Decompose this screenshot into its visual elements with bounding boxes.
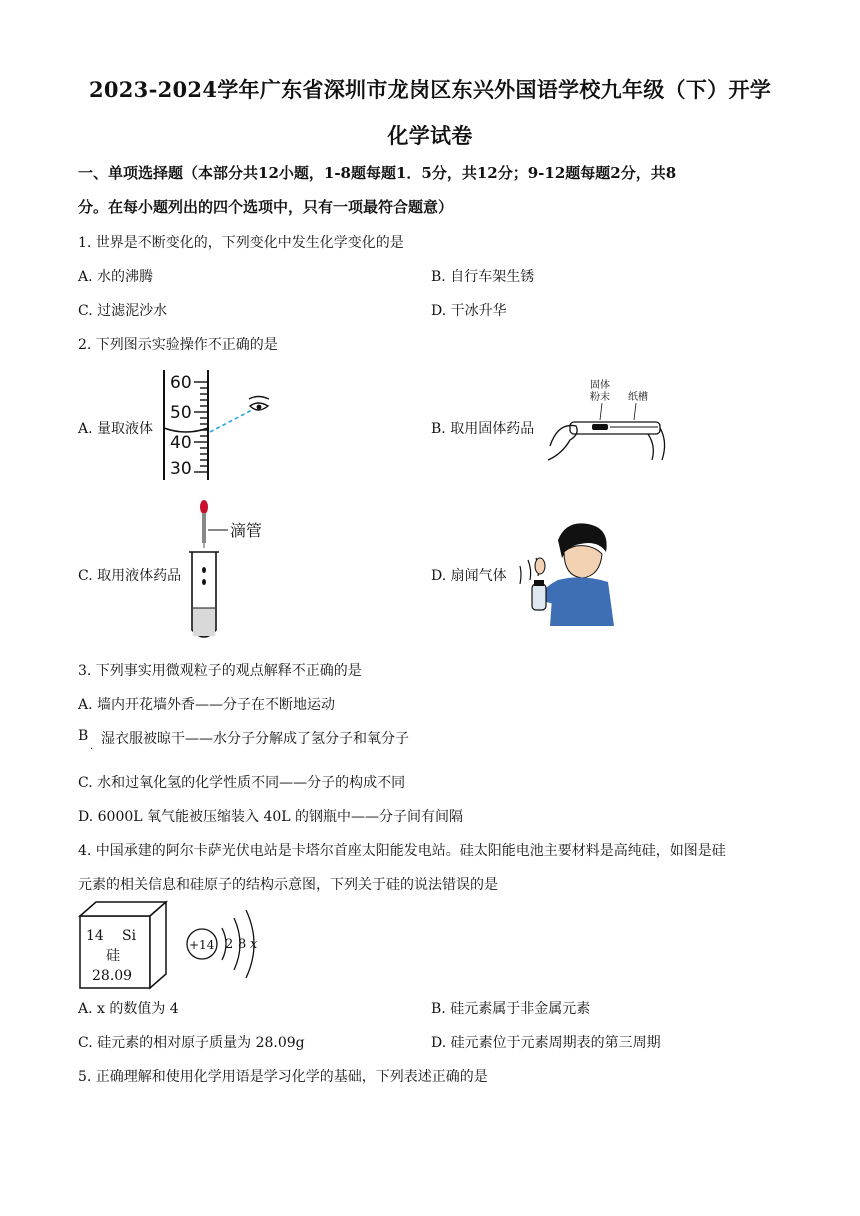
element-name: 硅 — [106, 948, 120, 964]
q2-option-b: B. 取用固体药品 — [431, 421, 535, 437]
q3-option-c: C. 水和过氧化氢的化学性质不同——分子的构成不同 — [78, 775, 406, 791]
q1-option-d: D. 干冰升华 — [431, 303, 507, 319]
q2-option-a: A. 量取液体 — [78, 421, 154, 437]
cylinder-tick-30: 30 — [170, 459, 192, 479]
graduated-cylinder-figure — [150, 366, 280, 484]
q3-option-b-letter: B — [78, 728, 89, 744]
cylinder-tick-50: 50 — [170, 403, 192, 423]
element-number: 14 — [86, 928, 104, 944]
section-heading-line2: 分。在每小题列出的四个选项中，只有一项最符合题意） — [78, 198, 454, 216]
q1-option-b: B. 自行车架生锈 — [431, 269, 535, 285]
q4-stem-line1: 4. 中国承建的阿尔卡萨光伏电站是卡塔尔首座太阳能发电站。硅太阳能电池主要材料是高纯硅，如图是硅 — [78, 843, 726, 859]
element-mass: 28.09 — [92, 968, 133, 984]
q1-stem: 1. 世界是不断变化的，下列变化中发生化学变化的是 — [78, 235, 404, 251]
cylinder-tick-60: 60 — [170, 373, 192, 393]
dropper-label: 滴管 — [230, 521, 263, 540]
q5-stem: 5. 正确理解和使用化学用语是学习化学的基础，下列表述正确的是 — [78, 1069, 488, 1085]
q3-stem: 3. 下列事实用微观粒子的观点解释不正确的是 — [78, 663, 362, 679]
q1-option-a: A. 水的沸腾 — [78, 269, 154, 285]
silicon-element-figure — [78, 900, 268, 992]
q4-option-d: D. 硅元素位于元素周期表的第三周期 — [431, 1035, 661, 1051]
q2-option-d: D. 扇闻气体 — [431, 568, 507, 584]
q3-option-d: D. 6000L 氧气能被压缩装入 40L 的钢瓶中——分子间有间隔 — [78, 809, 464, 825]
fanning-gas-figure — [510, 518, 622, 628]
q4-option-c: C. 硅元素的相对原子质量为 28.09g — [78, 1035, 305, 1051]
section-heading — [78, 156, 788, 224]
dropper-test-tube-figure — [186, 498, 286, 646]
q4-stem-line2: 元素的相关信息和硅原子的结构示意图，下列关于硅的说法错误的是 — [78, 877, 498, 893]
boy-shirt-icon — [550, 577, 614, 626]
q4-option-a: A. x 的数值为 4 — [78, 1001, 179, 1017]
atom-nucleus: +14 — [189, 938, 215, 952]
q3-option-b-dot: · — [90, 744, 94, 755]
atom-shell-3: x — [250, 937, 258, 952]
q2-stem: 2. 下列图示实验操作不正确的是 — [78, 337, 278, 353]
atom-shell-2: 8 — [238, 937, 247, 952]
paper-trough-label: 纸槽 — [628, 392, 648, 403]
exam-title-line2: 化学试卷 — [387, 123, 473, 148]
q3-option-a: A. 墙内开花墙外香——分子在不断地运动 — [78, 697, 336, 713]
section-heading-line1: 一、单项选择题（本部分共12小题，1-8题每题1．5分，共12分；9-12题每题2分，共8 — [78, 164, 677, 182]
q3-option-b-text: 湿衣服被晾干——水分子分解成了氢分子和氧分子 — [101, 731, 409, 747]
q4-option-b: B. 硅元素属于非金属元素 — [431, 1001, 591, 1017]
paper-trough-figure — [540, 376, 670, 466]
solid-powder-label-1: 固体 — [590, 380, 610, 391]
dropper-bulb-icon — [200, 500, 208, 514]
element-symbol: Si — [122, 928, 137, 944]
solid-powder-label-2: 粉末 — [590, 392, 610, 403]
eye-icon — [249, 397, 269, 411]
exam-title-line1: 2023-2024学年广东省深圳市龙岗区东兴外国语学校九年级（下）开学 — [88, 77, 772, 102]
atom-shell-1: 2 — [225, 937, 234, 952]
cylinder-tick-40: 40 — [170, 433, 192, 453]
q2-option-c: C. 取用液体药品 — [78, 568, 182, 584]
q1-option-c: C. 过滤泥沙水 — [78, 303, 168, 319]
